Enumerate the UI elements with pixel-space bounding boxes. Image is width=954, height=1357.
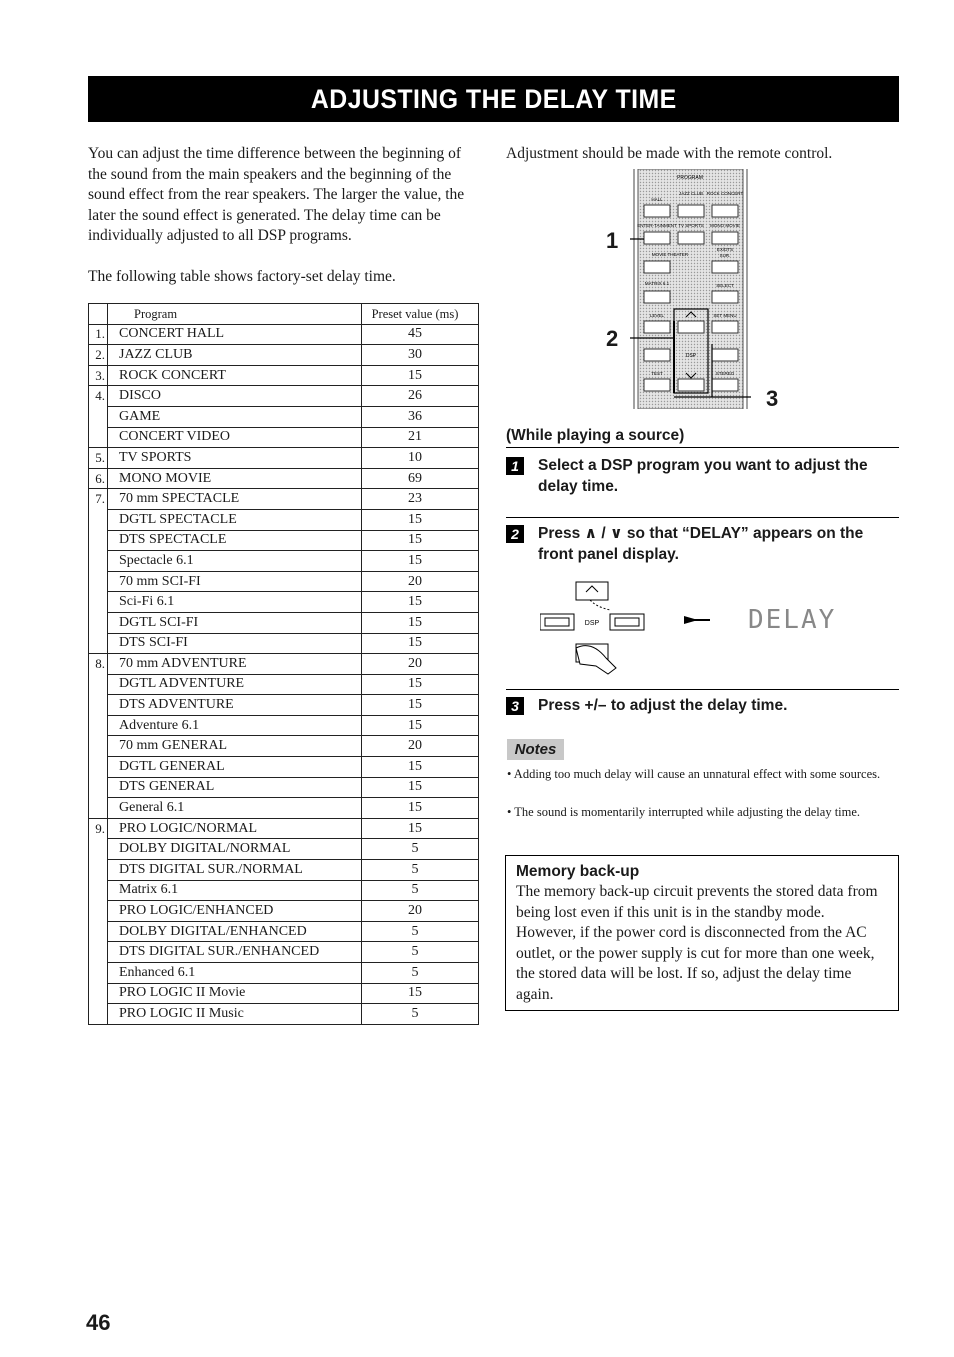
row-number: 2. <box>89 345 108 366</box>
table-row <box>89 612 479 633</box>
step-1-text: Select a DSP program you want to adjust the delay time. <box>538 457 868 495</box>
row-program: DGTL SCI-FI <box>108 612 362 633</box>
header-value: Preset value (ms) <box>362 304 479 325</box>
row-number <box>89 880 108 901</box>
row-program: PRO LOGIC II Movie <box>108 983 362 1004</box>
row-value: 15 <box>362 695 479 716</box>
table-row <box>89 757 479 778</box>
row-number <box>89 839 108 860</box>
table-row <box>89 818 479 839</box>
row-program: DTS DIGITAL SUR./NORMAL <box>108 860 362 881</box>
delay-table <box>88 303 479 1025</box>
page-number: 46 <box>86 1310 111 1335</box>
notes-label: Notes <box>507 739 564 760</box>
row-number: 5. <box>89 448 108 469</box>
table-row <box>89 798 479 819</box>
row-program: PRO LOGIC II Music <box>108 1004 362 1025</box>
row-number <box>89 571 108 592</box>
table-row <box>89 921 479 942</box>
row-number <box>89 551 108 572</box>
step-3 <box>506 689 899 716</box>
row-number: 8. <box>89 654 108 675</box>
remote-label-matrix: MATRIX 6.1 <box>644 281 670 286</box>
row-number: 9. <box>89 818 108 839</box>
row-value: 5 <box>362 839 479 860</box>
remote-label-program: PROGRAM <box>677 175 703 181</box>
row-value: 15 <box>362 798 479 819</box>
table-row <box>89 509 479 530</box>
row-value: 15 <box>362 612 479 633</box>
callout-3: 3 <box>766 386 779 411</box>
row-program: DTS DIGITAL SUR./ENHANCED <box>108 942 362 963</box>
table-row <box>89 571 479 592</box>
row-number: 7. <box>89 489 108 510</box>
row-program: DOLBY DIGITAL/ENHANCED <box>108 921 362 942</box>
remote-label-select: SELECT <box>716 283 734 288</box>
row-number <box>89 757 108 778</box>
memory-backup-title: Memory back-up <box>516 863 640 880</box>
table-row <box>89 386 479 407</box>
row-number: 6. <box>89 468 108 489</box>
row-number <box>89 612 108 633</box>
front-panel-display: DELAY <box>748 605 837 635</box>
row-value: 5 <box>362 860 479 881</box>
row-program: DGTL ADVENTURE <box>108 674 362 695</box>
row-value: 15 <box>362 592 479 613</box>
row-value: 20 <box>362 571 479 592</box>
row-value: 15 <box>362 551 479 572</box>
row-value: 15 <box>362 983 479 1004</box>
remote-label-hall: HALL <box>651 197 663 202</box>
step-1 <box>506 455 899 497</box>
row-program: DTS ADVENTURE <box>108 695 362 716</box>
step-2-text: Press ∧ / ∨ so that “DELAY” appears on the front panel display. <box>538 525 864 563</box>
row-value: 45 <box>362 324 479 345</box>
row-number <box>89 427 108 448</box>
page-title: ADJUSTING THE DELAY TIME <box>310 83 677 114</box>
row-number <box>89 715 108 736</box>
row-number: 4. <box>89 386 108 407</box>
table-row <box>89 715 479 736</box>
row-value: 5 <box>362 963 479 984</box>
row-number <box>89 963 108 984</box>
row-value: 23 <box>362 489 479 510</box>
row-program: MONO MOVIE <box>108 468 362 489</box>
row-number <box>89 983 108 1004</box>
row-program: DTS GENERAL <box>108 777 362 798</box>
step-3-badge: 3 <box>506 697 524 715</box>
table-row <box>89 365 479 386</box>
table-row <box>89 901 479 922</box>
row-program: CONCERT VIDEO <box>108 427 362 448</box>
row-program: TV SPORTS <box>108 448 362 469</box>
header-program: Program <box>108 304 362 325</box>
table-row <box>89 674 479 695</box>
memory-backup-box <box>505 855 899 1011</box>
row-number <box>89 530 108 551</box>
table-row <box>89 551 479 572</box>
table-row <box>89 839 479 860</box>
row-number <box>89 509 108 530</box>
table-row <box>89 489 479 510</box>
row-program: DGTL GENERAL <box>108 757 362 778</box>
row-value: 5 <box>362 921 479 942</box>
row-number <box>89 674 108 695</box>
row-program: CONCERT HALL <box>108 324 362 345</box>
row-program: Sci-Fi 6.1 <box>108 592 362 613</box>
remote-label-entertainment: ENTER-TAINMENT <box>637 223 677 228</box>
table-header-row <box>89 304 479 325</box>
table-row <box>89 963 479 984</box>
row-program: General 6.1 <box>108 798 362 819</box>
row-value: 15 <box>362 674 479 695</box>
table-row <box>89 1004 479 1025</box>
row-number <box>89 901 108 922</box>
header-num <box>89 304 108 325</box>
row-value: 10 <box>362 448 479 469</box>
remote-label-test: TEST <box>651 371 663 376</box>
row-number <box>89 860 108 881</box>
remote-label-stereo: STEREO <box>715 371 735 376</box>
step-3-text: Press +/– to adjust the delay time. <box>538 697 788 714</box>
row-value: 15 <box>362 633 479 654</box>
table-row <box>89 592 479 613</box>
row-value: 20 <box>362 901 479 922</box>
intro-paragraph: You can adjust the time difference between the beginning of the sound from the main speakers and the beginning of the sound effect from the rear speakers. The larger the value, the later the sound effect is generated. The delay time can be individually adjusted to all DSP programs. <box>88 145 465 245</box>
row-program: PRO LOGIC/NORMAL <box>108 818 362 839</box>
dsp-button-diagram <box>540 578 840 678</box>
table-row <box>89 880 479 901</box>
row-program: Enhanced 6.1 <box>108 963 362 984</box>
table-row <box>89 324 479 345</box>
row-value: 15 <box>362 757 479 778</box>
table-row <box>89 427 479 448</box>
remote-control-illustration <box>630 169 751 409</box>
row-number: 1. <box>89 324 108 345</box>
remote-label-sur: SUR. <box>719 253 731 258</box>
row-program: DTS SPECTACLE <box>108 530 362 551</box>
note-1: • Adding too much delay will cause an unnatural effect with some sources. <box>507 767 881 781</box>
table-row <box>89 468 479 489</box>
row-value: 20 <box>362 736 479 757</box>
row-value: 26 <box>362 386 479 407</box>
row-value: 30 <box>362 345 479 366</box>
table-intro: The following table shows factory-set delay time. <box>88 268 396 285</box>
row-value: 5 <box>362 1004 479 1025</box>
remote-label-dsp: DSP <box>685 353 697 359</box>
row-program: 70 mm SCI-FI <box>108 571 362 592</box>
remote-label-jazz: JAZZ CLUB <box>678 191 704 196</box>
row-value: 21 <box>362 427 479 448</box>
step-2 <box>506 517 899 565</box>
callout-1: 1 <box>606 228 619 253</box>
remote-label-movie-theater: MOVIE THEATER <box>651 252 689 257</box>
remote-label-level: LEVEL <box>649 313 665 318</box>
row-program: 70 mm SPECTACLE <box>108 489 362 510</box>
callout-2: 2 <box>606 326 619 351</box>
remote-intro: Adjustment should be made with the remote control. <box>506 145 833 162</box>
row-value: 15 <box>362 365 479 386</box>
row-value: 15 <box>362 509 479 530</box>
row-value: 5 <box>362 942 479 963</box>
table-row <box>89 633 479 654</box>
table-row <box>89 942 479 963</box>
row-number <box>89 798 108 819</box>
row-number <box>89 942 108 963</box>
row-program: DOLBY DIGITAL/NORMAL <box>108 839 362 860</box>
row-value: 20 <box>362 654 479 675</box>
row-value: 5 <box>362 880 479 901</box>
row-program: Adventure 6.1 <box>108 715 362 736</box>
row-value: 15 <box>362 530 479 551</box>
remote-label-ex-dts: EX/DTS <box>716 247 734 252</box>
row-number <box>89 695 108 716</box>
title-bar <box>88 76 899 122</box>
remote-label-rock: ROCK CONCERT <box>706 191 744 196</box>
memory-backup-body: The memory back-up circuit prevents the stored data from being lost even if this unit is in the standby mode. However, if the power cord is disconnected from the AC outlet, or the power supply is cut for more than one week, the stored data will be lost. If so, adjust the delay time again. <box>516 883 878 1003</box>
table-row <box>89 345 479 366</box>
row-number <box>89 777 108 798</box>
table-row <box>89 983 479 1004</box>
row-value: 36 <box>362 406 479 427</box>
table-row <box>89 530 479 551</box>
row-program: ROCK CONCERT <box>108 365 362 386</box>
row-program: DTS SCI-FI <box>108 633 362 654</box>
row-value: 15 <box>362 818 479 839</box>
step-2-badge: 2 <box>506 525 524 543</box>
remote-label-set-menu: SET MENU <box>713 313 737 318</box>
row-program: GAME <box>108 406 362 427</box>
remote-label-mono-movie: MONO MOVIE <box>710 223 740 228</box>
table-row <box>89 736 479 757</box>
table-row <box>89 406 479 427</box>
row-number <box>89 633 108 654</box>
row-number <box>89 592 108 613</box>
row-number <box>89 921 108 942</box>
note-2: • The sound is momentarily interrupted while adjusting the delay time. <box>507 805 861 819</box>
row-number <box>89 1004 108 1025</box>
row-value: 15 <box>362 777 479 798</box>
remote-label-tv-sports: TV SPORTS <box>678 223 704 228</box>
row-value: 15 <box>362 715 479 736</box>
table-row <box>89 448 479 469</box>
dsp-label: DSP <box>584 620 600 627</box>
table-row <box>89 654 479 675</box>
row-program: 70 mm ADVENTURE <box>108 654 362 675</box>
while-playing-heading: (While playing a source) <box>506 427 899 448</box>
row-program: Matrix 6.1 <box>108 880 362 901</box>
row-value: 69 <box>362 468 479 489</box>
table-row <box>89 860 479 881</box>
row-program: DISCO <box>108 386 362 407</box>
row-program: 70 mm GENERAL <box>108 736 362 757</box>
row-program: Spectacle 6.1 <box>108 551 362 572</box>
table-row <box>89 777 479 798</box>
row-program: DGTL SPECTACLE <box>108 509 362 530</box>
row-program: PRO LOGIC/ENHANCED <box>108 901 362 922</box>
row-number: 3. <box>89 365 108 386</box>
table-row <box>89 695 479 716</box>
step-1-badge: 1 <box>506 457 524 475</box>
row-program: JAZZ CLUB <box>108 345 362 366</box>
row-number <box>89 406 108 427</box>
row-number <box>89 736 108 757</box>
